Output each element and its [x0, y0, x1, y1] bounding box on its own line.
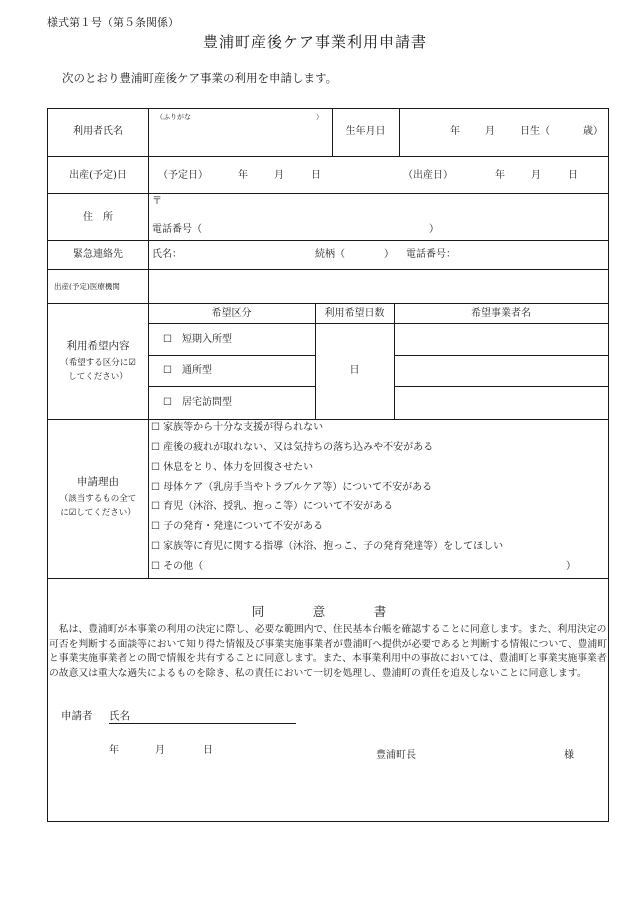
phone-label: 電話番号（ [152, 224, 202, 235]
relation-close: ） [384, 249, 394, 260]
planned-year: 年 [238, 170, 248, 181]
planned-date-label: （予定日） [158, 170, 208, 181]
row-divider [148, 355, 315, 356]
dob-age: 歳） [583, 126, 603, 137]
reason-label: 申請理由 [77, 476, 119, 488]
sign-day: 日 [203, 745, 213, 756]
relation-label: 続柄（ [315, 249, 345, 260]
reason-note-2: に☑してください） [60, 508, 136, 518]
column-divider [399, 109, 400, 156]
column-divider [148, 109, 149, 578]
actual-month: 月 [531, 170, 541, 181]
reason-item[interactable]: ☐ 家族等に育児に関する指導（沐浴、抱っこ、子の発育発達等）をしてほしい [151, 541, 504, 552]
actual-year: 年 [495, 170, 505, 181]
usage-note-2: してください） [68, 372, 128, 382]
emergency-phone-label: 電話番号： [406, 249, 456, 260]
reason-item[interactable]: ☐ その他（ [151, 561, 204, 572]
row-divider [394, 355, 608, 356]
dob-day: 日生（ [520, 126, 550, 137]
actual-date-label: （出産日） [403, 170, 453, 181]
dob-label: 生年月日 [345, 126, 386, 137]
planned-day: 日 [311, 170, 321, 181]
postal-mark: 〒 [152, 196, 162, 207]
reason-item[interactable]: ☐ 産後の疲れが取れない、又は気持ちの落ち込みや不安がある [151, 442, 434, 453]
reason-item[interactable]: ☐ 休息をとり、体力を回復させたい [151, 462, 314, 473]
col-days-header: 利用希望日数 [324, 308, 385, 319]
honorific: 様 [564, 750, 574, 761]
option-day-visit[interactable]: ☐ 通所型 [163, 365, 212, 376]
reason-item[interactable]: ☐ 家族等から十分な支援が得られない [151, 422, 324, 433]
column-divider [394, 303, 395, 419]
reason-item[interactable]: ☐ 母体ケア（乳房手当やトラブルケア等）について不安がある [151, 482, 433, 493]
usage-note-1: （希望する区分に☑ [60, 358, 136, 368]
col-category-header: 希望区分 [211, 308, 252, 319]
application-form-table [47, 108, 609, 822]
birth-date-label: 出産(予定)日 [69, 170, 127, 181]
consent-body: 私は、豊浦町が本事業の利用の決定に際し、必要な範囲内で、住民基本台帳を確認することに同意します。また、利用決定の可否を判断する面談等において知り得た情報及び事業実施事業者が豊浦町へ提供が必要であると判断する情報について、豊浦町と事業実施事業者との間で情報を共有することに同意します。また、本事業利用中の事故においては、豊浦町と事業実施事業者の故意又は重大な過失によるものを除き、私の責任において一切を処理し、豊浦町の責任を追及しないことに同意します。 [49, 624, 608, 679]
other-close: ） [566, 561, 576, 572]
row-divider [148, 323, 608, 324]
hospital-label: 出産(予定)医療機関 [54, 282, 120, 291]
option-home-visit[interactable]: ☐ 居宅訪問型 [163, 397, 232, 408]
planned-month: 月 [274, 170, 284, 181]
row-divider [48, 193, 608, 194]
applicant-label: 申請者 [61, 710, 93, 722]
row-divider [48, 578, 608, 579]
consent-title: 同 意 書 [251, 604, 405, 619]
mayor-label: 豊浦町長 [376, 750, 416, 761]
page-title: 豊浦町産後ケア事業利用申請書 [202, 33, 427, 51]
furigana-label: （ふりがな [156, 113, 191, 121]
row-divider [48, 303, 608, 304]
option-short-stay[interactable]: ☐ 短期入所型 [163, 334, 232, 345]
applicant-name-line[interactable]: 氏名 [109, 710, 296, 724]
reason-item[interactable]: ☐ 育児（沐浴、授乳、抱っこ等）について不安がある [151, 501, 393, 512]
reason-note-1: （該当するもの全て [59, 494, 137, 504]
row-divider [48, 156, 608, 157]
sign-month: 月 [155, 745, 165, 756]
row-divider [394, 386, 608, 387]
column-divider [315, 303, 316, 419]
dob-month: 月 [485, 126, 495, 137]
furigana-close: ） [316, 113, 323, 121]
applicant-name-label: 利用者氏名 [73, 126, 123, 137]
col-provider-header: 希望事業者名 [471, 308, 531, 319]
emergency-contact-label: 緊急連絡先 [73, 249, 123, 260]
usage-label: 利用希望内容 [66, 340, 130, 352]
row-divider [48, 419, 608, 420]
days-unit: 日 [349, 365, 360, 376]
row-divider [48, 240, 608, 241]
row-divider [48, 269, 608, 270]
address-label: 住 所 [83, 212, 113, 223]
phone-close: ） [429, 224, 439, 235]
emergency-name-label: 氏名： [152, 249, 182, 260]
row-divider [148, 386, 315, 387]
intro-text: 次のとおり豊浦町産後ケア事業の利用を申請します。 [62, 71, 338, 85]
dob-year: 年 [450, 126, 460, 137]
actual-day: 日 [568, 170, 578, 181]
form-number: 様式第１号（第５条関係） [47, 16, 179, 29]
reason-item[interactable]: ☐ 子の発育・発達について不安がある [151, 521, 323, 532]
sign-year: 年 [109, 745, 119, 756]
